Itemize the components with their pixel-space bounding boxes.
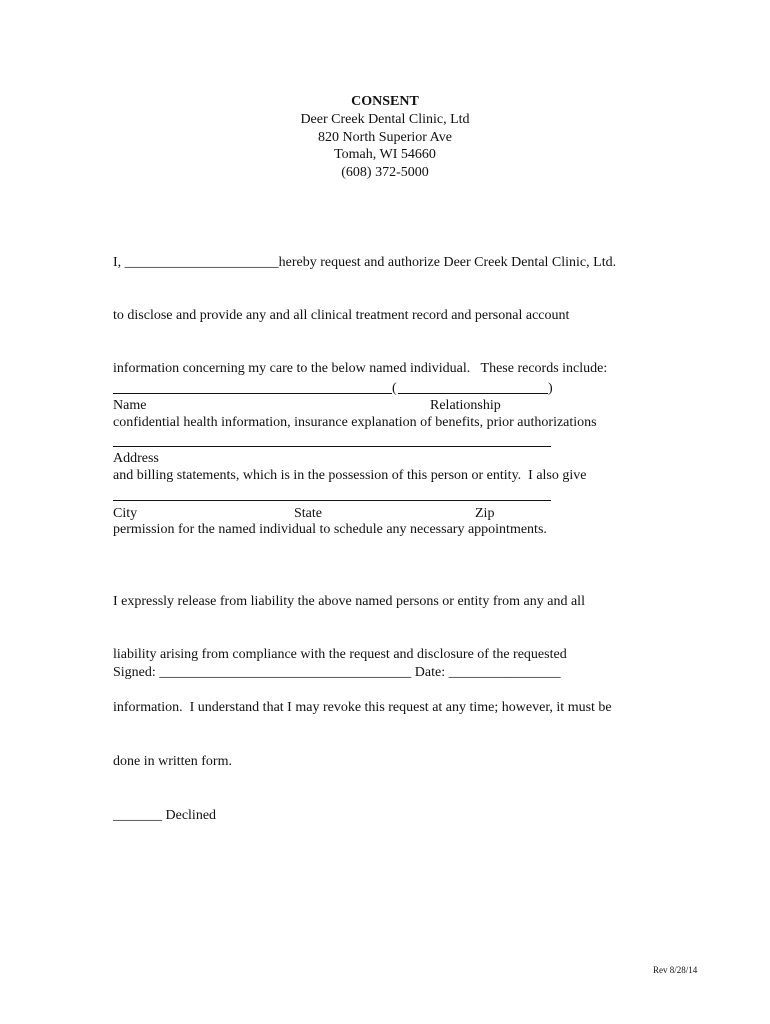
clinic-name: Deer Creek Dental Clinic, Ltd — [300, 111, 470, 127]
city-state-zip-field-line[interactable] — [113, 500, 551, 501]
form-header — [0, 93, 770, 182]
release-line: I expressly release from liability the above named persons or entity from any and all — [113, 593, 585, 609]
form-title: CONSENT — [351, 94, 419, 109]
state-label: State — [294, 506, 322, 521]
release-paragraph — [113, 557, 673, 806]
release-line: done in written form. — [113, 753, 232, 769]
authorization-line: information concerning my care to the below named individual. These records include: — [113, 361, 608, 377]
address-label: Address — [113, 451, 159, 466]
relationship-label: Relationship — [430, 398, 501, 413]
release-line: liability arising from compliance with the request and disclosure of the requested — [113, 646, 567, 662]
authorization-line: confidential health information, insurance explanation of benefits, prior authorizations — [113, 414, 597, 430]
revision-date: Rev 8/28/14 — [653, 965, 698, 975]
declined-label: Declined — [165, 808, 217, 823]
date-field[interactable]: ________________ — [448, 665, 561, 680]
declined-row — [113, 807, 216, 824]
name-field-line[interactable] — [113, 393, 392, 394]
signature-row — [113, 664, 561, 681]
relationship-close-paren: ) — [548, 381, 553, 396]
date-label: Date: — [414, 665, 446, 680]
authorization-line: and billing statements, which is in the possession of this person or entity. I also give — [113, 468, 587, 484]
clinic-street: 820 North Superior Ave — [318, 129, 452, 145]
clinic-phone: (608) 372-5000 — [341, 165, 429, 181]
zip-label: Zip — [475, 506, 495, 521]
release-line: information. I understand that I may revoke this request at any time; however, it must be — [113, 700, 612, 716]
signed-label: Signed: — [113, 665, 156, 680]
authorization-line: I, ______________________hereby request and authorize Deer Creek Dental Clinic, Ltd. — [113, 254, 617, 270]
clinic-city-line: Tomah, WI 54660 — [334, 147, 436, 163]
relationship-field-line[interactable] — [398, 393, 548, 394]
city-label: City — [113, 506, 138, 521]
authorization-line: to disclose and provide any and all clinical treatment record and personal account — [113, 307, 570, 323]
signature-field[interactable]: ____________________________________ — [159, 665, 412, 680]
authorization-line: permission for the named individual to schedule any necessary appointments. — [113, 521, 547, 537]
address-field-line[interactable] — [113, 446, 551, 447]
relationship-open-paren: ( — [392, 381, 397, 396]
declined-initials-field[interactable]: _______ — [113, 808, 162, 823]
name-label: Name — [113, 398, 147, 413]
